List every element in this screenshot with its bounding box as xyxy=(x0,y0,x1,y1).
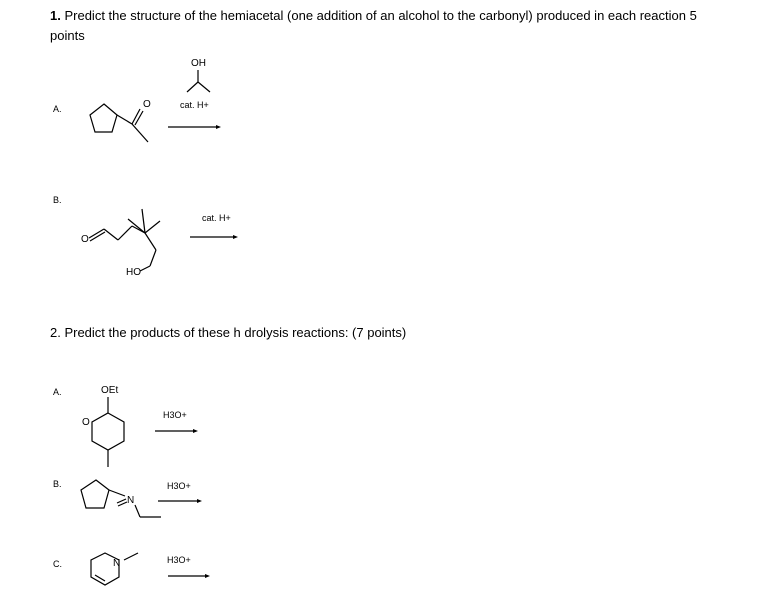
q2-b-substrate-structure xyxy=(81,480,161,517)
q1-part-a-reagent: cat. H+ xyxy=(180,100,209,110)
q1-b-reaction-arrow xyxy=(190,235,238,239)
q1-a-reaction-arrow xyxy=(168,125,221,129)
q1-b-substrate-structure xyxy=(81,209,160,278)
q2-part-a-label: A. xyxy=(53,387,62,397)
question-1-body: Predict the structure of the hemiacetal (one addition of an alcohol to the carbonyl) produced in each reaction 5 points xyxy=(50,8,697,43)
q1-part-a-label: A. xyxy=(53,104,62,114)
q1-part-b-reagent: cat. H+ xyxy=(202,213,231,223)
q2-c-substrate-structure xyxy=(91,553,138,585)
ring-oxygen-label: O xyxy=(82,417,90,428)
q2-part-b-reagent: H3O+ xyxy=(167,481,191,491)
q2-c-reaction-arrow xyxy=(168,574,210,578)
question-1-number: 1. xyxy=(50,8,61,23)
q1-part-b-label: B. xyxy=(53,195,62,205)
q2-b-reaction-arrow xyxy=(158,499,202,503)
q2-part-b-label: B. xyxy=(53,479,62,489)
aldehyde-oxygen-label: O xyxy=(81,234,89,245)
imine-nitrogen-label: N xyxy=(127,495,135,506)
q2-part-a-reagent: H3O+ xyxy=(163,410,187,420)
enamine-nitrogen-label: N xyxy=(113,558,121,569)
q2-part-c-reagent: H3O+ xyxy=(167,555,191,565)
q2-a-substrate-structure xyxy=(82,385,124,467)
alcohol-oh-label: OH xyxy=(191,58,206,69)
oet-label: OEt xyxy=(101,385,119,396)
q1-a-substrate-structure xyxy=(90,99,151,142)
carbonyl-oxygen-label: O xyxy=(143,99,151,110)
q2-a-reaction-arrow xyxy=(155,429,198,433)
question-2-body: 2. Predict the products of these h drolysis reactions: (7 points) xyxy=(50,325,407,340)
q1-a-alcohol-structure xyxy=(187,58,210,92)
hydroxyl-label: HO xyxy=(126,267,141,278)
q2-part-c-label: C. xyxy=(53,559,62,569)
